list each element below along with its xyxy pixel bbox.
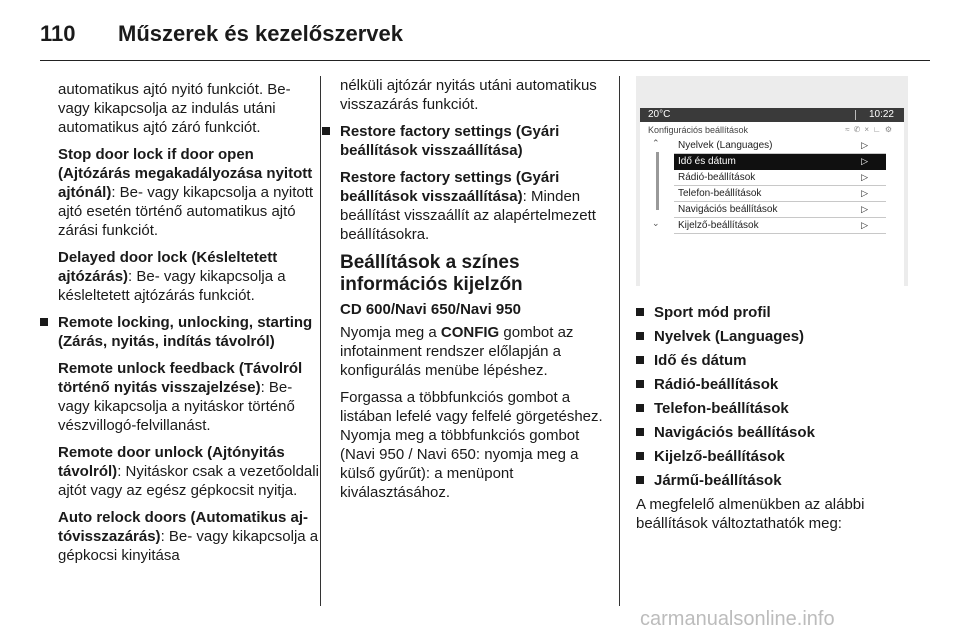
chevron-right-icon: ▷ [861, 156, 868, 166]
config-text-c: gombot az infotainment rendszer előlapján a konfigurálás menübe lépéshez. [340, 324, 574, 379]
settings-icon: ⚙ [884, 125, 896, 134]
list-item: Idő és dátum [636, 351, 908, 370]
restore-term: Restore factory settings (Gyári beállítások visszaállítása) [340, 169, 560, 205]
watermark: carmanualsonline.info [640, 608, 835, 630]
menu-item-display[interactable]: Kijelző-beállítások ▷ [674, 218, 886, 234]
bullet-square-icon [636, 428, 644, 436]
screen-title: Konfigurációs beállítások [648, 125, 749, 135]
scroll-up-icon[interactable]: ⌃ [652, 138, 660, 148]
page-title: Műszerek és kezelőszervek [118, 21, 403, 46]
display-screenshot [636, 76, 908, 286]
scroll-down-icon[interactable]: ⌄ [652, 218, 660, 228]
list-item: Kijelző-beállítások [636, 447, 908, 466]
list-item: Jármű-beállítások [636, 471, 908, 490]
remote-feedback-paragraph [58, 359, 320, 435]
config-text-a: Nyomja meg a [340, 324, 441, 341]
remote-feedback-term: Remote unlock feedback (Távolról történő nyitás visszajelzése) [58, 360, 303, 396]
bullet-square-icon [40, 318, 48, 326]
auto-relock-paragraph [58, 508, 320, 565]
menu-item-radio[interactable]: Rádió-beállítások ▷ [674, 170, 886, 186]
list-item: Telefon-beállítások [636, 399, 908, 418]
continuation-paragraph: nélküli ajtózár nyitás utáni automatikus visszazárás funkciót. [340, 77, 597, 113]
bullet-square-icon [636, 308, 644, 316]
bullet-square-icon [636, 476, 644, 484]
column-divider-1 [320, 76, 321, 606]
header-rule [40, 60, 930, 61]
stop-door-paragraph [58, 145, 320, 240]
temperature: 20°C [648, 109, 671, 120]
bullet-square-icon [636, 332, 644, 340]
status-separator [855, 110, 856, 120]
clock: 10:22 [868, 109, 894, 120]
remote-bullet [40, 313, 320, 351]
menu-item-languages[interactable]: Nyelvek (Languages) ▷ [674, 138, 886, 154]
remote-door-paragraph [58, 443, 320, 500]
remote-bullet-text: Remote locking, unlocking, starting (Zárás, nyitás, indítás távolról) [58, 314, 313, 350]
menu-item-time-date[interactable]: Idő és dátum ▷ [674, 154, 886, 170]
closing-paragraph: A megfelelő almenükben az alábbi beállítások változtathatók meg: [636, 496, 865, 532]
phone-icon: ✆ [853, 125, 865, 134]
restore-bullet [322, 122, 608, 160]
infotainment-screen [640, 108, 904, 286]
restore-bullet-text: Restore factory settings (Gyári beállítások visszaállítása) [340, 123, 560, 159]
remote-door-term: Remote door unlock (Ajtónyitás távolról) [58, 444, 285, 480]
section-heading: Beállítások a színes információs kijelzőn [340, 252, 523, 295]
intro-paragraph: automatikus ajtó nyitó funkciót. Be- vagy kikapcsolja az indulás utáni automatikus ajtó záró funkciót. [58, 81, 291, 136]
bullet-square-icon [636, 404, 644, 412]
chevron-right-icon: ▷ [861, 204, 868, 214]
remote-feedback-desc: : Be- vagy kikapcsolja a nyitáskor történő vészvillogó-felvillanást. [58, 379, 295, 434]
status-bar [640, 108, 904, 122]
restore-desc: : Minden beállítást visszaállít az alapértelmezett beállításokra. [340, 188, 596, 243]
bullet-square-icon [636, 356, 644, 364]
scrollbar[interactable] [656, 152, 659, 210]
menu-item-navigation[interactable]: Navigációs beállítások ▷ [674, 202, 886, 218]
config-menu [674, 138, 886, 234]
config-paragraph [340, 323, 608, 380]
bullet-square-icon [636, 380, 644, 388]
wifi-icon: ≈ [845, 125, 854, 134]
list-item: Sport mód profil [636, 303, 908, 322]
auto-relock-desc: : Be- vagy kikapcsolja a gépkocsi kinyitása [58, 528, 319, 564]
list-item: Rádió-beállítások [636, 375, 908, 394]
chevron-right-icon: ▷ [861, 220, 868, 230]
column-3 [636, 303, 908, 541]
column-2 [340, 76, 608, 510]
signal-icon: ∟ [872, 125, 885, 134]
bullet-square-icon [636, 452, 644, 460]
stop-door-desc: : Be- vagy kikapcsolja a nyitott ajtó esetén történő automatikus ajtó zárási funkciót. [58, 184, 314, 239]
column-1 [58, 80, 320, 573]
page-header [0, 0, 960, 62]
settings-bullet-list [636, 303, 908, 490]
delayed-lock-term: Delayed door lock (Késleltetett ajtózárás) [58, 249, 278, 285]
list-item: Nyelvek (Languages) [636, 327, 908, 346]
remote-door-desc: : Nyitáskor csak a vezetőoldali ajtót vagy az egész gépkocsit nyitja. [58, 463, 319, 499]
scroll-paragraph: Forgassa a többfunkciós gombot a listában lefelé vagy felfelé görgetéshez. Nyomja meg a többfunkciós gombot (Navi 950 / Navi 650: nyomja meg a külső gyűrűt): a menüpont kiválasztásához. [340, 389, 603, 501]
stop-door-term: Stop door lock if door open (Ajtózárás megakadályozása nyitott ajtónál) [58, 146, 313, 201]
status-icons [845, 125, 896, 134]
delayed-lock-desc: : Be- vagy kikapcsolja a késleltetett ajtózárás funkciót. [58, 268, 286, 304]
config-button-name: CONFIG [440, 324, 500, 341]
chevron-right-icon: ▷ [861, 172, 868, 182]
delayed-lock-paragraph [58, 248, 320, 305]
chevron-right-icon: ▷ [861, 188, 868, 198]
section-subheading: CD 600/Navi 650/Navi 950 [340, 301, 521, 318]
list-item: Navigációs beállítások [636, 423, 908, 442]
chevron-right-icon: ▷ [861, 140, 868, 150]
menu-item-phone[interactable]: Telefon-beállítások ▷ [674, 186, 886, 202]
bullet-square-icon [322, 127, 330, 135]
auto-relock-term: Auto relock doors (Automatikus aj- tóvisszazárás) [58, 509, 309, 545]
column-divider-2 [619, 76, 620, 606]
page-number: 110 [40, 21, 76, 46]
restore-paragraph [340, 168, 608, 244]
mute-icon: × [864, 125, 873, 134]
